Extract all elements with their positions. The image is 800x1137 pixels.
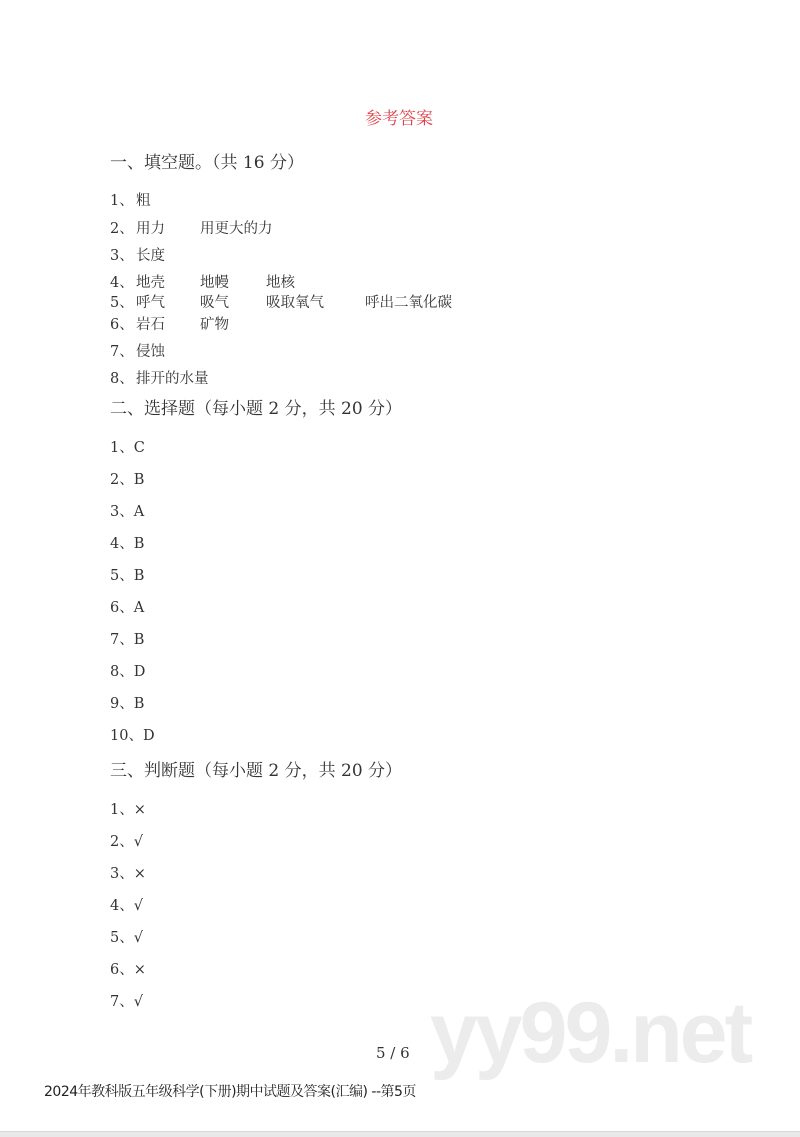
- choice-answer: 4、B: [110, 536, 145, 552]
- answer-text: 呼气: [136, 295, 165, 311]
- true-false-answer: 6、×: [110, 962, 146, 978]
- answer-text: 地幔: [200, 275, 229, 291]
- answer-text: 粗: [136, 193, 151, 209]
- answer-text: 吸取氧气: [266, 295, 324, 311]
- true-false-answer: 4、√: [110, 898, 143, 914]
- watermark: yy99.net: [430, 985, 751, 1081]
- answer-text: 长度: [136, 248, 165, 264]
- true-false-answer: 2、√: [110, 834, 143, 850]
- answer-text: 呼出二氧化碳: [365, 295, 452, 311]
- item-number: 5、: [110, 295, 134, 311]
- item-number: 7、: [110, 344, 134, 360]
- true-false-answer: 3、×: [110, 866, 146, 882]
- answer-text: 用更大的力: [200, 221, 273, 237]
- answer-key-title: 参考答案: [365, 109, 433, 129]
- true-false-answer: 1、×: [110, 802, 146, 818]
- section-choice-heading: 二、选择题（每小题 2 分，共 20 分）: [110, 399, 403, 419]
- item-number: 6、: [110, 317, 134, 333]
- item-number: 2、: [110, 221, 134, 237]
- section-true-false-heading: 三、判断题（每小题 2 分，共 20 分）: [110, 761, 403, 781]
- choice-answer: 2、B: [110, 472, 145, 488]
- answer-text: 地核: [266, 275, 295, 291]
- true-false-answer: 5、√: [110, 930, 143, 946]
- choice-answer: 10、D: [110, 728, 155, 744]
- answer-text: 岩石: [136, 317, 165, 333]
- true-false-answer: 7、√: [110, 994, 143, 1010]
- answer-text: 用力: [136, 221, 165, 237]
- answer-text: 吸气: [200, 295, 229, 311]
- item-number: 8、: [110, 371, 134, 387]
- choice-answer: 3、A: [110, 504, 145, 520]
- item-number: 4、: [110, 275, 134, 291]
- page-number: 5 / 6: [376, 1044, 410, 1062]
- answer-text: 侵蚀: [136, 344, 165, 360]
- section-fill-blank-heading: 一、填空题。（共 16 分）: [110, 153, 304, 173]
- footer-text: 2024年教科版五年级科学(下册)期中试题及答案(汇编) --第5页: [44, 1084, 416, 1100]
- answer-text: 地壳: [136, 275, 165, 291]
- choice-answer: 9、B: [110, 696, 145, 712]
- choice-answer: 8、D: [110, 664, 146, 680]
- item-number: 3、: [110, 248, 134, 264]
- answer-text: 矿物: [200, 317, 229, 333]
- answer-text: 排开的水量: [136, 371, 209, 387]
- choice-answer: 7、B: [110, 632, 145, 648]
- item-number: 1、: [110, 193, 134, 209]
- choice-answer: 6、A: [110, 600, 145, 616]
- choice-answer: 1、C: [110, 440, 145, 456]
- choice-answer: 5、B: [110, 568, 145, 584]
